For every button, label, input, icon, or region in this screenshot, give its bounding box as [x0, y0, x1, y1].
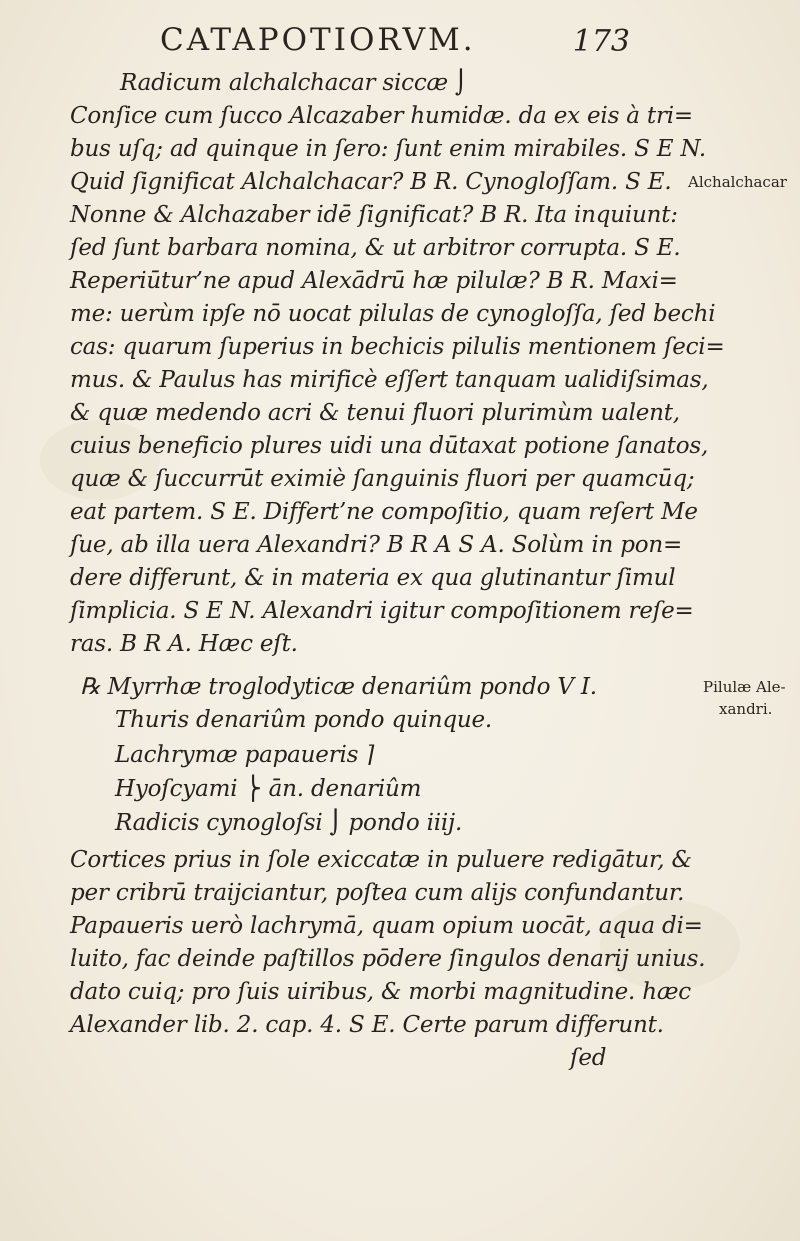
text-line: dato cuiq; pro ſuis uiribus, & morbi magnitudine. hæc — [70, 979, 691, 1005]
text-line: ſed ſunt barbara nomina, & ut arbitror corrupta. S E. — [70, 235, 681, 261]
text-line: Quid ſignificat Alchalchacar? B R. Cynogloſſam. S E. — [70, 169, 672, 195]
text-line: dere differunt, & in materia ex qua glutinantur ſimul — [70, 565, 676, 591]
text-line: Radicum alchalchacar siccæ ⌡ — [120, 70, 467, 96]
text-line: ſimplicia. S E N. Alexandri igitur compoſitionem reſe= — [70, 598, 694, 624]
recipe-line: Radicis cynogloſsi ⌡ pondo iiij. — [115, 810, 463, 836]
text-line: cuius beneficio plures uidi una dūtaxat potione ſanatos, — [70, 433, 709, 459]
text-line: Nonne & Alchazaber idē ſignificat? B R. Ita inquiunt: — [70, 202, 678, 228]
page-number: 173 — [572, 24, 630, 59]
text-line: Papaueris uerò lachrymā, quam opium uocāt, aqua di= — [70, 913, 703, 939]
text-line: mus. & Paulus has mirificè eſſert tanquam ualidiſsimas, — [70, 367, 709, 393]
text-line: Cortices prius in ſole exiccatæ in puluere redigātur, & — [70, 847, 692, 873]
text-line: eat partem. S E. Differt’ne compoſitio, quam reſert Me — [70, 499, 698, 525]
text-line: Conſice cum ſucco Alcazaber humidæ. da ex eis à tri= — [70, 103, 693, 129]
running-head: CATAPOTIORVM. — [160, 22, 476, 58]
margin-note: Pilulæ Ale- — [703, 678, 786, 696]
text-line: me: uerùm ipſe nō uocat pilulas de cynogloſſa, ſed bechi — [70, 301, 716, 327]
text-line: luito, fac deinde paſtillos pōdere ſingulos denarij unius. — [70, 946, 706, 972]
recipe-line: Thuris denariûm pondo quinque. — [115, 707, 493, 733]
catchword: ſed — [570, 1045, 607, 1071]
text-line: ſue, ab illa uera Alexandri? B R A S A. Solùm in pon= — [70, 532, 683, 558]
text-line: quæ & ſuccurrūt eximiè ſanguinis fluori per quamcūq; — [70, 466, 695, 492]
margin-note: xandri. — [719, 700, 773, 718]
text-line: per cribrū traijciantur, poſtea cum alijs confundantur. — [70, 880, 685, 906]
text-line: & quæ medendo acri & tenui fluori plurimùm ualent, — [70, 400, 680, 426]
page-header — [160, 22, 630, 62]
text-line: ras. B R A. Hæc eſt. — [70, 631, 298, 657]
recipe-line: Hyoſcyami ⎬ ān. denariûm — [115, 776, 422, 802]
text-line: bus uſq; ad quinque in ſero: ſunt enim mirabiles. S E N. — [70, 136, 707, 162]
text-line: Reperiūtur’ne apud Alexādrū hæ pilulæ? B R. Maxi= — [70, 268, 678, 294]
recipe-line: Lachrymæ papaueris ⌉ — [115, 742, 375, 768]
text-line: cas: quarum ſuperius in bechicis pilulis mentionem ſeci= — [70, 334, 725, 360]
recipe-line: ℞ Myrrhæ troglodyticæ denariûm pondo V I. — [80, 674, 597, 700]
margin-note: Alchalchacar — [688, 173, 787, 191]
text-line: Alexander lib. 2. cap. 4. S E. Certe parum differunt. — [70, 1012, 664, 1038]
